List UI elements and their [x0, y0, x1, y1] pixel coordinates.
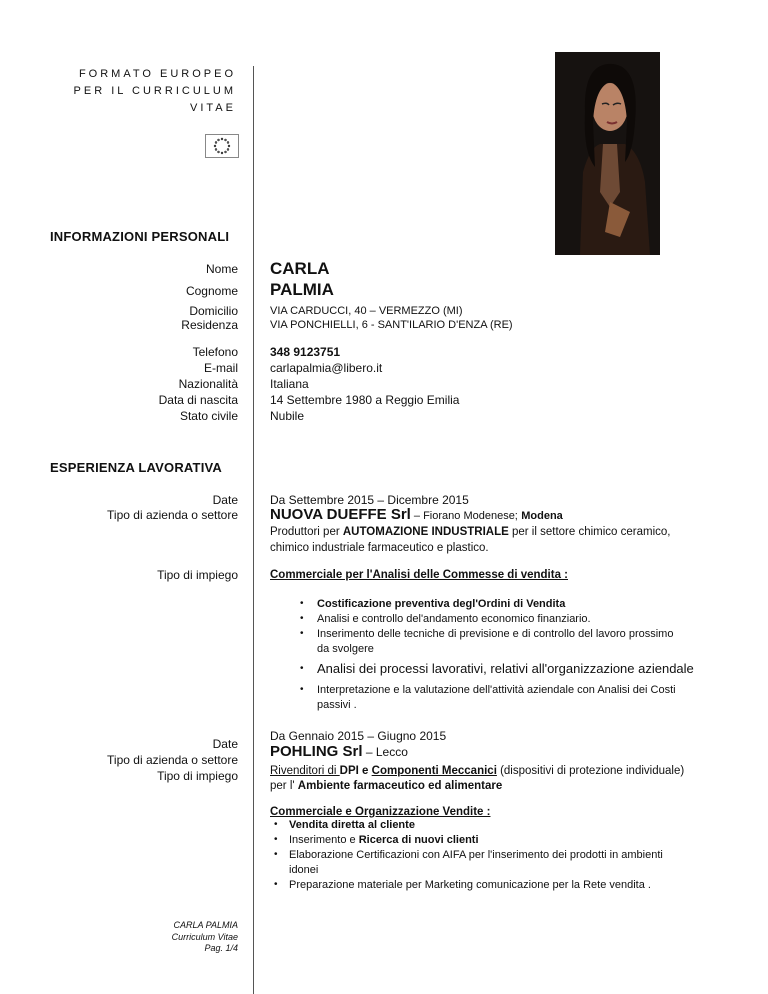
job2-bullet-1-a: Inserimento e	[289, 834, 359, 846]
value-domicilio: VIA CARDUCCI, 40 – VERMEZZO (MI)	[270, 305, 463, 317]
job2-line2-a: per l'	[270, 780, 298, 792]
job1-role: Commerciale per l'Analisi delle Commesse di vendita :	[270, 569, 569, 581]
job2-bullet-0: Vendita diretta al cliente	[289, 819, 415, 831]
job2-line1-b: DPI	[339, 765, 359, 777]
job1-tipo-azienda-label: Tipo di azienda o settore	[107, 508, 238, 522]
list-item	[274, 819, 734, 834]
eu-flag-logo	[205, 134, 239, 158]
footer-doc: Curriculum Vitae	[171, 931, 238, 942]
job2-bullet-1-b: Ricerca di nuovi clienti	[358, 834, 479, 846]
job1-company-place: – Fiorano Modenese;	[410, 510, 518, 522]
job1-company: NUOVA DUEFFE Srl	[270, 506, 411, 523]
header-line-1: FORMATO EUROPEO	[78, 68, 236, 80]
page-footer	[172, 920, 238, 955]
job2-line1-c: e	[358, 765, 372, 777]
header-line-2: PER IL CURRICULUM	[73, 85, 236, 97]
job2-line2	[270, 778, 502, 794]
label-nazionalita: Nazionalità	[178, 377, 238, 391]
job1-bullet-3: da svolgere	[317, 643, 374, 655]
section-experience: ESPERIENZA LAVORATIVA	[50, 460, 223, 475]
label-telefono: Telefono	[192, 345, 238, 359]
vertical-divider	[253, 66, 254, 994]
value-data-nascita: 14 Settembre 1980 a Reggio Emilia	[270, 393, 460, 407]
value-cognome: PALMIA	[270, 280, 334, 299]
label-email: E-mail	[203, 361, 238, 375]
job2-bullet-list	[274, 819, 734, 894]
job2-company: POHLING Srl	[270, 743, 363, 760]
list-item-continued	[274, 864, 734, 879]
job2-bullet-4: Preparazione materiale per Marketing comunicazione per la Rete vendita .	[289, 879, 651, 891]
job1-desc-a: Produttori per	[270, 526, 343, 538]
footer-page: Pag. 1/4	[204, 943, 238, 953]
bullet-icon: •	[274, 834, 278, 845]
job2-date: Da Gennaio 2015 – Giugno 2015	[270, 729, 447, 743]
label-cognome: Cognome	[185, 284, 238, 298]
label-stato-civile: Stato civile	[179, 409, 238, 423]
list-item	[300, 628, 740, 643]
label-residenza: Residenza	[181, 318, 238, 332]
list-item	[300, 613, 740, 628]
job2-company-line	[270, 744, 408, 760]
list-item	[300, 684, 740, 699]
list-item	[300, 661, 740, 681]
job2-bullet-1	[289, 834, 479, 846]
job1-bullet-6: passivi .	[317, 699, 357, 711]
job2-line2-b: Ambiente farmaceutico ed alimentare	[297, 780, 503, 792]
label-nome: Nome	[205, 262, 238, 276]
bullet-icon: •	[300, 598, 304, 609]
list-item	[274, 849, 734, 864]
job1-bullet-4: Analisi dei processi lavorativi, relativi all'organizzazione aziendale	[317, 661, 694, 676]
job2-company-place: – Lecco	[362, 745, 408, 759]
bullet-icon: •	[300, 684, 304, 695]
value-email[interactable]: carlapalmia@libero.it	[270, 361, 383, 375]
header-title	[60, 66, 236, 117]
job1-date: Da Settembre 2015 – Dicembre 2015	[270, 493, 469, 507]
list-item	[300, 598, 740, 613]
job1-desc-c: per il settore chimico ceramico,	[508, 526, 671, 538]
footer-name: CARLA PALMIA	[173, 920, 238, 930]
profile-photo	[555, 52, 660, 255]
list-item-continued	[300, 643, 740, 661]
job1-description-line2: chimico industriale farmaceutico e plastico.	[270, 542, 489, 554]
bullet-icon: •	[274, 879, 278, 890]
job2-tipo-azienda-label: Tipo di azienda o settore	[107, 753, 238, 767]
value-telefono: 348 9123751	[270, 345, 341, 359]
bullet-icon: •	[300, 663, 304, 674]
job1-bullet-2: Inserimento delle tecniche di previsione e di controllo del lavoro prossimo	[317, 628, 674, 640]
job1-bullet-5: Interpretazione e la valutazione dell'attività aziendale con Analisi dei Costi	[317, 684, 676, 696]
job1-bullet-list	[300, 598, 740, 714]
section-personal-info: INFORMAZIONI PERSONALI	[50, 229, 230, 244]
job1-date-label: Date	[212, 493, 238, 507]
label-domicilio: Domicilio	[189, 304, 238, 318]
job1-description-line1	[270, 524, 670, 540]
job2-date-label: Date	[212, 737, 238, 751]
job2-line1	[270, 763, 684, 779]
job1-bullet-0: Costificazione preventiva degl'Ordini di Vendita	[317, 598, 566, 610]
list-item	[274, 879, 734, 894]
job1-desc-b: AUTOMAZIONE INDUSTRIALE	[342, 526, 509, 538]
job2-bullet-2: Elaborazione Certificazioni con AIFA per l'inserimento dei prodotti in ambienti	[289, 849, 663, 861]
job2-line1-a: Rivenditori di	[270, 765, 340, 777]
bullet-icon: •	[274, 849, 278, 860]
bullet-icon: •	[300, 628, 304, 639]
job2-tipo-impiego-label: Tipo di impiego	[157, 769, 238, 783]
job1-company-line	[270, 507, 563, 524]
list-item	[274, 834, 734, 849]
job1-tipo-impiego-label: Tipo di impiego	[157, 568, 238, 582]
value-nazionalita: Italiana	[270, 377, 309, 391]
bullet-icon: •	[274, 819, 278, 830]
job1-bullet-1: Analisi e controllo del'andamento economico finanziario.	[317, 613, 591, 625]
header-line-3: VITAE	[190, 102, 236, 114]
job2-role: Commerciale e Organizzazione Vendite :	[270, 806, 491, 818]
value-nome: CARLA	[270, 259, 330, 278]
job1-company-city: Modena	[521, 510, 563, 522]
label-data-nascita: Data di nascita	[158, 393, 238, 407]
bullet-icon: •	[300, 613, 304, 624]
value-residenza: VIA PONCHIELLI, 6 - SANT'ILARIO D'ENZA (RE)	[270, 319, 513, 331]
list-item-continued	[300, 699, 740, 714]
job2-line1-e: (dispositivi di protezione individuale)	[496, 765, 685, 777]
job2-line1-d: Componenti Meccanici	[371, 765, 497, 777]
job2-bullet-3: idonei	[289, 864, 319, 876]
value-stato-civile: Nubile	[270, 409, 305, 423]
